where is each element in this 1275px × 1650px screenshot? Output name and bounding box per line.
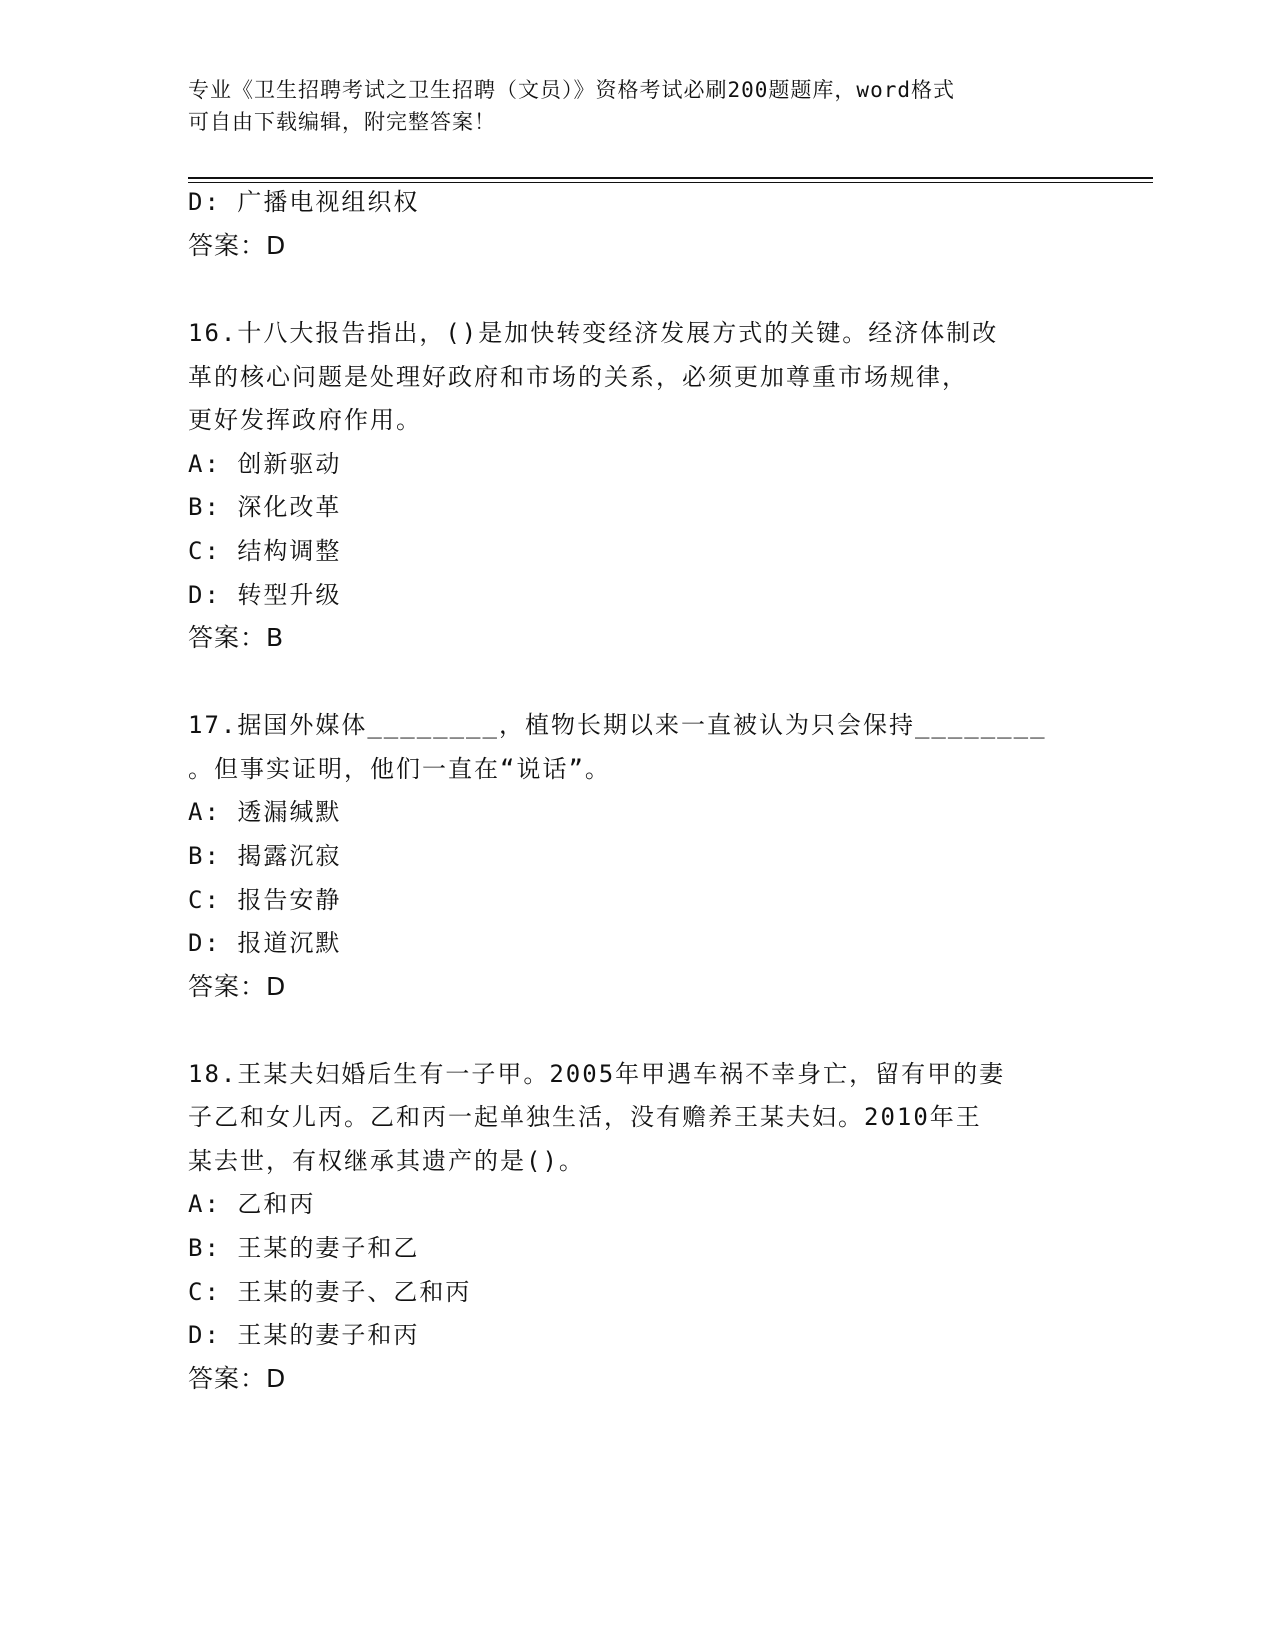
q18-text-line-3: 某去世，有权继承其遗产的是()。 xyxy=(188,1147,585,1175)
q18-option-a: A: 乙和丙 xyxy=(188,1190,316,1218)
page-header xyxy=(188,74,1088,138)
q17-option-d: D: 报道沉默 xyxy=(188,929,342,957)
q17-option-c: C: 报告安静 xyxy=(188,886,342,914)
q16-option-c: C: 结构调整 xyxy=(188,537,342,565)
q18-text-line-1: 18.王某夫妇婚后生有一子甲。2005年甲遇车祸不幸身亡，留有甲的妻 xyxy=(188,1060,1006,1088)
q16-option-d: D: 转型升级 xyxy=(188,581,342,609)
q18-text-line-2: 子乙和女儿丙。乙和丙一起单独生活，没有赡养王某夫妇。2010年王 xyxy=(188,1103,982,1131)
header-divider-thin xyxy=(188,182,1153,183)
prev-answer: 答案：D xyxy=(188,231,287,260)
q18-option-d: D: 王某的妻子和丙 xyxy=(188,1321,420,1349)
q16-option-a: A: 创新驱动 xyxy=(188,450,342,478)
q18-option-c: C: 王某的妻子、乙和丙 xyxy=(188,1278,472,1306)
header-line-2: 可自由下载编辑，附完整答案！ xyxy=(188,110,496,134)
q16-answer: 答案：B xyxy=(188,623,285,652)
q17-answer: 答案：D xyxy=(188,972,287,1001)
q17-text-line-1: 17.据国外媒体________，植物长期以来一直被认为只会保持________ xyxy=(188,711,1047,739)
header-divider-thick xyxy=(188,177,1153,179)
q16-text-line-2: 革的核心问题是处理好政府和市场的关系，必须更加尊重市场规律， xyxy=(188,363,968,391)
q17-option-a: A: 透漏缄默 xyxy=(188,798,342,826)
q18-answer: 答案：D xyxy=(188,1364,287,1393)
q16-text-line-1: 16.十八大报告指出，()是加快转变经济发展方式的关键。经济体制改 xyxy=(188,319,999,347)
prev-option-d: D: 广播电视组织权 xyxy=(188,188,420,216)
q18-option-b: B: 王某的妻子和乙 xyxy=(188,1234,420,1262)
q17-text-line-2: 。但事实证明，他们一直在“说话”。 xyxy=(188,755,611,783)
header-line-1: 专业《卫生招聘考试之卫生招聘（文员）》资格考试必刷200题题库，word格式 xyxy=(188,78,955,102)
q16-text-line-3: 更好发挥政府作用。 xyxy=(188,406,422,434)
q17-option-b: B: 揭露沉寂 xyxy=(188,842,342,870)
q16-option-b: B: 深化改革 xyxy=(188,493,342,521)
